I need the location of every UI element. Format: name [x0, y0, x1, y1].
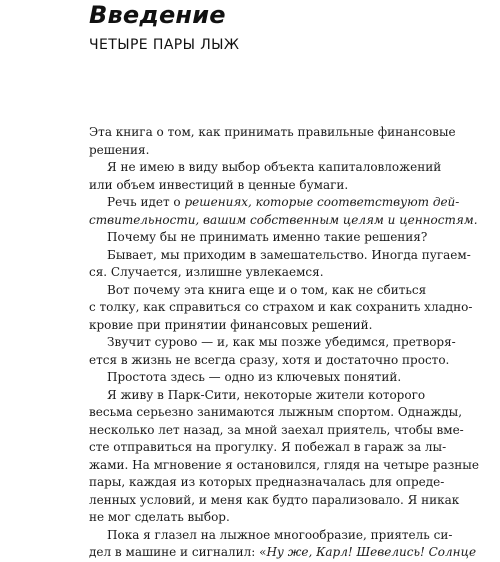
text-line-plain: Я живу в Парк-Сити, некоторые жители которого	[107, 387, 426, 402]
text-line	[89, 544, 477, 562]
text-line	[89, 177, 411, 195]
text-line-plain: ся. Случается, излишне увлекаемся.	[89, 265, 324, 279]
text-line-plain: Простота здесь — одно из ключевых понятий.	[107, 370, 402, 384]
text-line-plain: Речь идет о	[107, 195, 185, 209]
text-line	[89, 159, 442, 177]
text-line	[89, 404, 463, 422]
text-line	[89, 299, 473, 317]
text-line	[89, 282, 427, 300]
text-line	[89, 492, 460, 510]
text-line	[89, 457, 479, 475]
text-line-plain: ленных условий, и меня как будто парализовало. Я никак	[89, 492, 460, 507]
text-line-plain: дел в машине и сигналил: «	[89, 545, 267, 559]
text-line	[89, 527, 453, 545]
text-line-plain: жами. На мгновение я остановился, глядя на четыре разные	[89, 457, 479, 472]
text-line-emphasis: ствительности, вашим собственным целям и ценностям.	[89, 212, 478, 227]
text-line	[89, 229, 428, 247]
text-line-plain: весьма серьезно занимаются лыжным спортом. Однажды,	[89, 405, 463, 419]
text-line	[89, 212, 478, 230]
text-line-plain: пары, каждая из которых предназначалась для опреде-	[89, 475, 445, 489]
text-line-plain: ется в жизнь не всегда сразу, хотя и достаточно просто.	[89, 352, 450, 367]
chapter-title: Введение	[89, 1, 226, 29]
text-line-plain: Эта книга о том, как принимать правильные финансовые	[89, 125, 456, 139]
text-line	[89, 264, 411, 282]
text-line-plain: сте отправиться на прогулку. Я побежал в гараж за лы-	[89, 440, 447, 454]
text-line	[89, 247, 471, 265]
text-line	[89, 509, 411, 527]
text-line	[89, 142, 411, 160]
text-line-plain: Я не имею в виду выбор объекта капиталовложений	[107, 160, 442, 174]
text-line-plain: несколько лет назад, за мной заехал приятель, чтобы вме-	[89, 422, 464, 437]
text-line-plain: решения.	[89, 142, 150, 157]
text-line-plain: Пока я глазел на лыжное многообразие, приятель си-	[107, 527, 453, 542]
text-line	[89, 334, 456, 352]
text-line-plain: кровие при принятии финансовых решений.	[89, 317, 373, 332]
text-line	[89, 422, 464, 440]
text-line-plain: Звучит сурово — и, как мы позже убедимся, претворя-	[107, 335, 456, 349]
text-line	[89, 194, 460, 212]
text-line	[89, 387, 426, 405]
text-line	[89, 474, 445, 492]
body-text	[89, 124, 479, 562]
text-line-plain: Почему бы не принимать именно такие решения?	[107, 230, 428, 244]
text-line-emphasis: решениях, которые соответствуют дей-	[184, 195, 460, 209]
text-line	[89, 369, 411, 387]
text-line	[89, 439, 447, 457]
chapter-subtitle: ЧЕТЫРЕ ПАРЫ ЛЫЖ	[89, 37, 240, 53]
text-line-plain: с толку, как справиться со страхом и как сохранить хладно-	[89, 300, 473, 314]
text-line	[89, 317, 411, 335]
text-line-plain: Бывает, мы приходим в замешательство. Иногда пугаем-	[107, 247, 471, 262]
text-line-emphasis: Ну же, Карл! Шевелись! Солнце	[266, 545, 477, 559]
text-line-plain: не мог сделать выбор.	[89, 510, 230, 524]
text-line	[89, 352, 450, 370]
text-line-plain: Вот почему эта книга еще и о том, как не сбиться	[107, 282, 427, 297]
text-line	[89, 124, 456, 142]
text-line-plain: или объем инвестиций в ценные бумаги.	[89, 177, 349, 192]
